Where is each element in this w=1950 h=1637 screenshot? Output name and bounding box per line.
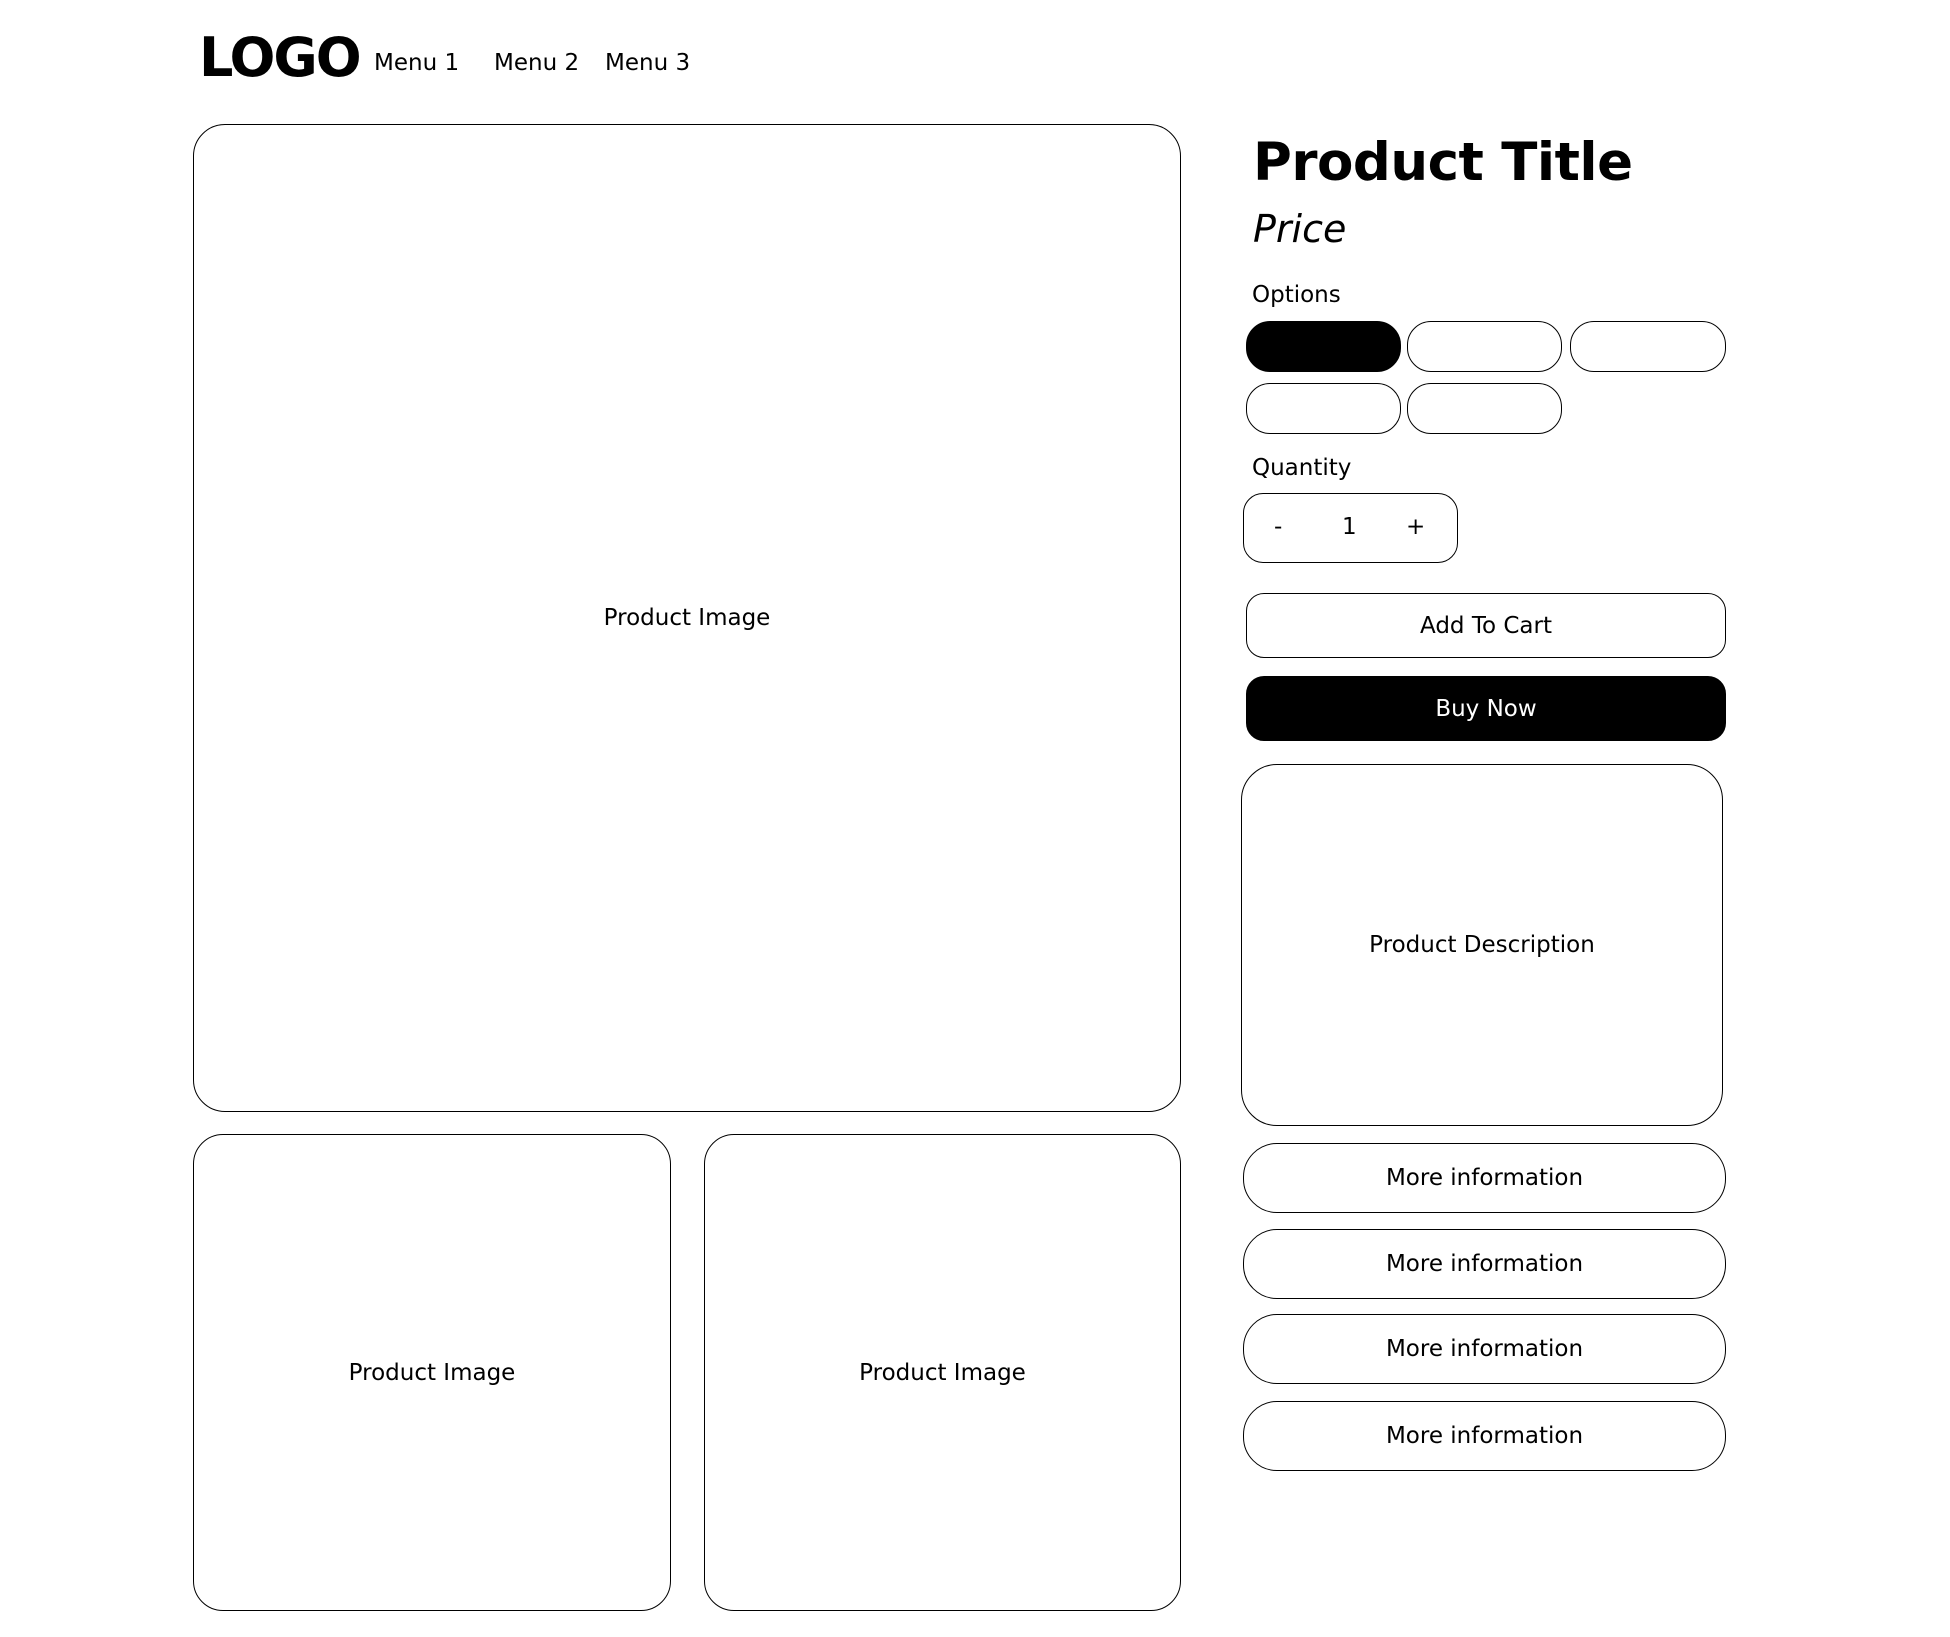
product-description-label: Product Description [1369,932,1595,958]
quantity-stepper[interactable] [1243,493,1458,563]
main-product-image[interactable] [193,124,1181,1112]
nav-menu-1[interactable]: Menu 1 [374,50,460,76]
product-description [1241,764,1723,1126]
quantity-decrement-button[interactable]: - [1274,514,1283,540]
buy-now-label: Buy Now [1435,695,1537,722]
more-information-button-3[interactable] [1243,1314,1726,1384]
option-button-3[interactable] [1570,321,1726,372]
thumbnail-label: Product Image [859,1359,1026,1386]
quantity-label: Quantity [1252,455,1352,481]
option-button-2[interactable] [1407,321,1562,372]
more-information-button-4[interactable] [1243,1401,1726,1471]
add-to-cart-button[interactable] [1246,593,1726,658]
more-information-button-2[interactable] [1243,1229,1726,1299]
option-button-5[interactable] [1407,383,1562,434]
product-price: Price [1253,207,1347,251]
more-information-label: More information [1385,1423,1584,1449]
main-product-image-label: Product Image [603,605,771,631]
add-to-cart-label: Add To Cart [1420,612,1552,639]
logo[interactable]: LOGO [199,26,360,89]
product-thumbnail-1[interactable] [193,1134,671,1611]
thumbnail-label: Product Image [348,1359,516,1386]
options-label: Options [1252,282,1341,308]
more-information-label: More information [1385,1251,1584,1277]
buy-now-button[interactable] [1246,676,1726,741]
quantity-increment-button[interactable]: + [1406,514,1426,540]
product-title: Product Title [1253,132,1633,193]
product-thumbnail-2[interactable] [704,1134,1181,1611]
quantity-value[interactable]: 1 [1342,514,1357,540]
nav-menu-3[interactable]: Menu 3 [605,50,691,76]
nav-menu-2[interactable]: Menu 2 [494,50,580,76]
more-information-label: More information [1385,1165,1584,1191]
option-button-1[interactable] [1246,321,1401,372]
more-information-label: More information [1385,1336,1584,1362]
more-information-button-1[interactable] [1243,1143,1726,1213]
option-button-4[interactable] [1246,383,1401,434]
